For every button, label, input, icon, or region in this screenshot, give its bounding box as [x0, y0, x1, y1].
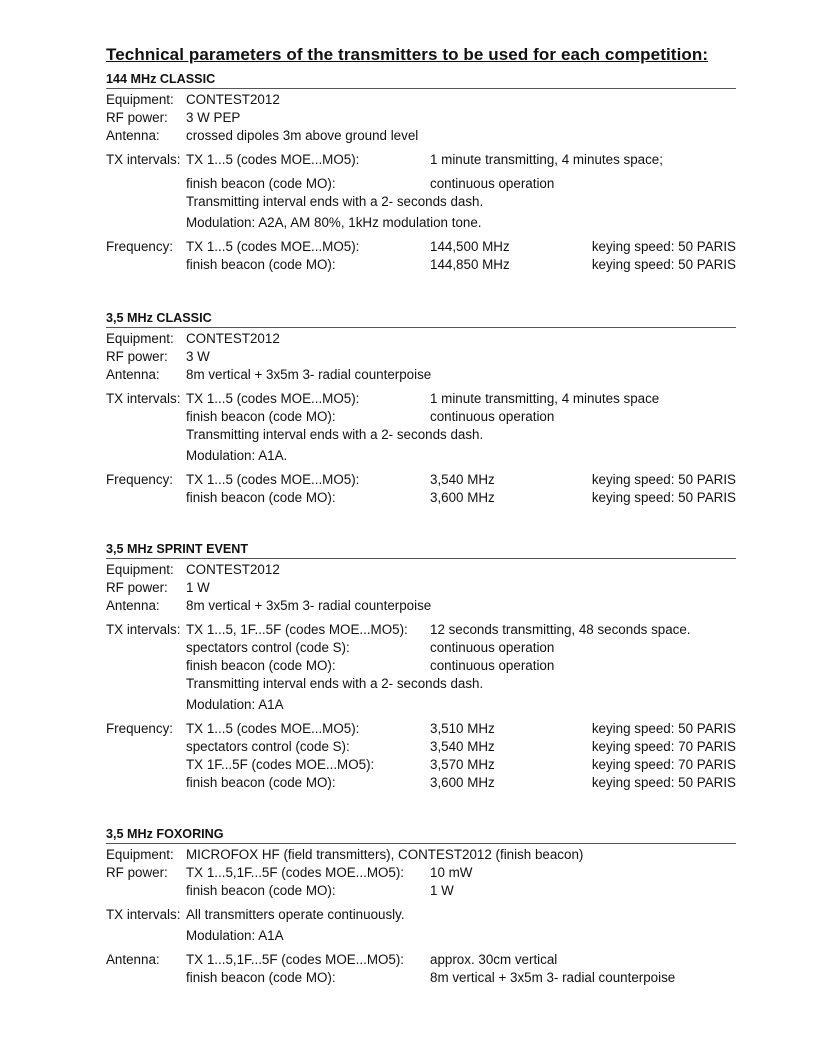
tx-intervals-label: TX intervals:: [106, 622, 181, 637]
dash-note: Transmitting interval ends with a 2- seconds dash.: [186, 427, 484, 442]
equipment-value: CONTEST2012: [186, 331, 280, 346]
frequency-source: finish beacon (code MO):: [186, 490, 336, 505]
keying-speed: keying speed: 70 PARIS: [591, 739, 736, 754]
tx-interval-row: [106, 906, 736, 924]
antenna-row: [106, 366, 736, 384]
rf-power-label: RF power:: [106, 865, 168, 880]
modulation-row: [106, 214, 736, 232]
section-35-sprint: [106, 541, 736, 792]
section-35-classic: [106, 310, 736, 507]
keying-speed: keying speed: 50 PARIS: [591, 257, 736, 272]
tx-source: TX 1...5, 1F...5F (codes MOE...MO5):: [186, 622, 408, 637]
frequency-row: [106, 738, 736, 756]
antenna-value: 8m vertical + 3x5m 3- radial counterpoise: [186, 367, 432, 382]
frequency-row: [106, 471, 736, 489]
frequency-value: 3,510 MHz: [430, 721, 495, 736]
tx-interval-row: [106, 639, 736, 657]
tx-timing: 1 minute transmitting, 4 minutes space;: [430, 152, 663, 167]
frequency-source: TX 1...5 (codes MOE...MO5):: [186, 472, 360, 487]
rf-power-row: [106, 348, 736, 366]
rf-power-row: [106, 882, 736, 900]
tx-intervals-label: TX intervals:: [106, 391, 181, 406]
frequency-label: Frequency:: [106, 239, 173, 254]
equipment-value: CONTEST2012: [186, 562, 280, 577]
frequency-row: [106, 238, 736, 256]
tx-intervals-label: TX intervals:: [106, 152, 181, 167]
tx-source: finish beacon (code MO):: [186, 658, 336, 673]
rf-power-value: 1 W: [430, 883, 454, 898]
tx-source: TX 1...5 (codes MOE...MO5):: [186, 391, 360, 406]
rf-power-row: [106, 579, 736, 597]
tx-interval-row: [106, 657, 736, 675]
keying-speed: keying speed: 50 PARIS: [591, 239, 736, 254]
antenna-row: [106, 969, 736, 987]
keying-speed: keying speed: 50 PARIS: [591, 490, 736, 505]
section-heading: 3,5 MHz SPRINT EVENT: [106, 541, 736, 559]
tx-interval-row: [106, 151, 736, 169]
tx-timing: 1 minute transmitting, 4 minutes space: [430, 391, 660, 406]
equipment-value: MICROFOX HF (field transmitters), CONTEST2012 (finish beacon): [186, 847, 584, 862]
frequency-source: finish beacon (code MO):: [186, 257, 336, 272]
rf-power-label: RF power:: [106, 349, 168, 364]
modulation: Modulation: A1A.: [186, 448, 288, 463]
antenna-source: TX 1...5,1F...5F (codes MOE...MO5):: [186, 952, 405, 967]
frequency-row: [106, 720, 736, 738]
tx-text: All transmitters operate continuously.: [186, 907, 405, 922]
frequency-source: TX 1F...5F (codes MOE...MO5):: [186, 757, 375, 772]
antenna-value: crossed dipoles 3m above ground level: [186, 128, 419, 143]
frequency-row: [106, 256, 736, 274]
frequency-row: [106, 489, 736, 507]
tx-source: finish beacon (code MO):: [186, 176, 336, 191]
antenna-value: 8m vertical + 3x5m 3- radial counterpoise: [430, 970, 676, 985]
rf-power-label: RF power:: [106, 110, 168, 125]
section-heading: 3,5 MHz FOXORING: [106, 826, 736, 844]
antenna-source: finish beacon (code MO):: [186, 970, 336, 985]
equipment-row: [106, 91, 736, 109]
antenna-row: [106, 597, 736, 615]
section-144-classic: [106, 71, 736, 274]
equipment-label: Equipment:: [106, 331, 174, 346]
dash-note-row: [106, 193, 736, 211]
section-35-foxoring: [106, 826, 736, 987]
frequency-source: finish beacon (code MO):: [186, 775, 336, 790]
frequency-label: Frequency:: [106, 472, 173, 487]
frequency-value: 144,500 MHz: [430, 239, 510, 254]
frequency-row: [106, 774, 736, 792]
keying-speed: keying speed: 50 PARIS: [591, 721, 736, 736]
keying-speed: keying speed: 70 PARIS: [591, 757, 736, 772]
frequency-value: 3,540 MHz: [430, 472, 495, 487]
equipment-value: CONTEST2012: [186, 92, 280, 107]
frequency-value: 144,850 MHz: [430, 257, 510, 272]
tx-interval-row: [106, 621, 736, 639]
equipment-label: Equipment:: [106, 92, 174, 107]
dash-note: Transmitting interval ends with a 2- seconds dash.: [186, 194, 484, 209]
modulation-row: [106, 927, 736, 945]
tx-timing: continuous operation: [430, 409, 555, 424]
tx-interval-row: [106, 408, 736, 426]
tx-interval-row: [106, 175, 736, 193]
frequency-source: TX 1...5 (codes MOE...MO5):: [186, 721, 360, 736]
section-heading: 3,5 MHz CLASSIC: [106, 310, 736, 328]
rf-power-row: [106, 109, 736, 127]
equipment-label: Equipment:: [106, 847, 174, 862]
antenna-label: Antenna:: [106, 952, 160, 967]
tx-source: spectators control (code S):: [186, 640, 350, 655]
tx-source: TX 1...5 (codes MOE...MO5):: [186, 152, 360, 167]
frequency-source: TX 1...5 (codes MOE...MO5):: [186, 239, 360, 254]
equipment-row: [106, 330, 736, 348]
modulation: Modulation: A1A: [186, 697, 284, 712]
antenna-label: Antenna:: [106, 598, 160, 613]
modulation: Modulation: A1A: [186, 928, 284, 943]
rf-power-row: [106, 864, 736, 882]
antenna-value: 8m vertical + 3x5m 3- radial counterpoise: [186, 598, 432, 613]
tx-source: finish beacon (code MO):: [186, 409, 336, 424]
modulation: Modulation: A2A, AM 80%, 1kHz modulation tone.: [186, 215, 482, 230]
page-title: Technical parameters of the transmitters to be used for each competition:: [106, 45, 709, 64]
rf-power-value: 1 W: [186, 580, 210, 595]
rf-power-value: 3 W PEP: [186, 110, 241, 125]
frequency-value: 3,540 MHz: [430, 739, 495, 754]
antenna-row: [106, 951, 736, 969]
tx-intervals-label: TX intervals:: [106, 907, 181, 922]
rf-power-value: 10 mW: [430, 865, 473, 880]
dash-note: Transmitting interval ends with a 2- seconds dash.: [186, 676, 484, 691]
equipment-row: [106, 561, 736, 579]
dash-note-row: [106, 426, 736, 444]
keying-speed: keying speed: 50 PARIS: [591, 775, 736, 790]
rf-power-value: 3 W: [186, 349, 210, 364]
rf-power-source: finish beacon (code MO):: [186, 883, 336, 898]
rf-power-source: TX 1...5,1F...5F (codes MOE...MO5):: [186, 865, 405, 880]
modulation-row: [106, 696, 736, 714]
tx-timing: continuous operation: [430, 176, 555, 191]
antenna-value: approx. 30cm vertical: [430, 952, 558, 967]
antenna-label: Antenna:: [106, 128, 160, 143]
rf-power-label: RF power:: [106, 580, 168, 595]
keying-speed: keying speed: 50 PARIS: [591, 472, 736, 487]
frequency-value: 3,600 MHz: [430, 775, 495, 790]
modulation-row: [106, 447, 736, 465]
tx-interval-row: [106, 390, 736, 408]
equipment-row: [106, 846, 736, 864]
antenna-row: [106, 127, 736, 145]
equipment-label: Equipment:: [106, 562, 174, 577]
antenna-label: Antenna:: [106, 367, 160, 382]
frequency-source: spectators control (code S):: [186, 739, 350, 754]
frequency-value: 3,600 MHz: [430, 490, 495, 505]
tx-timing: 12 seconds transmitting, 48 seconds space.: [430, 622, 691, 637]
frequency-value: 3,570 MHz: [430, 757, 495, 772]
section-heading: 144 MHz CLASSIC: [106, 71, 736, 89]
tx-timing: continuous operation: [430, 658, 555, 673]
tx-timing: continuous operation: [430, 640, 555, 655]
frequency-row: [106, 756, 736, 774]
dash-note-row: [106, 675, 736, 693]
frequency-label: Frequency:: [106, 721, 173, 736]
